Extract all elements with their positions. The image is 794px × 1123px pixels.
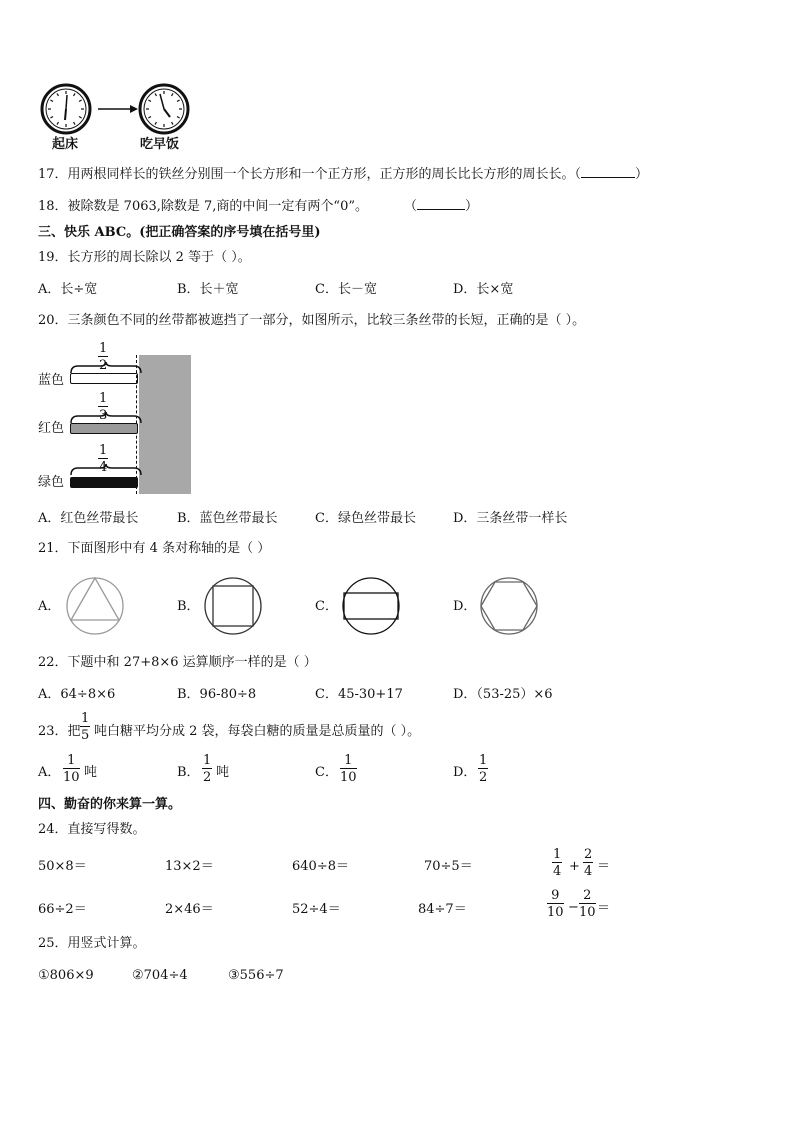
question-20-text: 20．三条颜色不同的丝带都被遮挡了一部分，如图所示，比较三条丝带的长短，正确的是（ ）。: [38, 313, 586, 328]
calc-item: 2×46＝: [165, 902, 214, 917]
option-a-fraction: 1 10: [63, 753, 80, 785]
option-a[interactable]: A．: [38, 765, 61, 780]
circle-hexagon-icon: [478, 576, 542, 638]
option-b[interactable]: B．蓝色丝带最长: [177, 511, 278, 526]
answer-blank[interactable]: [417, 208, 465, 210]
calc-item: 66÷2＝: [38, 902, 87, 917]
option-a[interactable]: A．64÷8×6: [38, 687, 116, 702]
option-d[interactable]: D．: [453, 765, 477, 780]
calc-item: ③556÷7: [228, 968, 284, 983]
option-b[interactable]: B．: [177, 765, 200, 780]
option-a[interactable]: A．红色丝带最长: [38, 511, 139, 526]
ribbon-red-label: 红色: [38, 421, 65, 436]
fraction-b: 2 10: [579, 888, 596, 920]
option-c-fraction: 1 10: [340, 753, 357, 785]
cover-block: [139, 355, 191, 494]
question-18-text: 18．被除数是 7063,除数是 7,商的中间一定有两个“0”。: [38, 199, 368, 214]
circle-square-icon: [202, 576, 266, 638]
question-21-text: 21．下面图形中有 4 条对称轴的是（ ）: [38, 541, 271, 556]
option-b[interactable]: B．96-80÷8: [177, 687, 257, 702]
ribbon-green-label: 绿色: [38, 475, 65, 490]
option-d[interactable]: D．（53-25）×6: [453, 687, 553, 702]
calc-item: 70÷5＝: [424, 859, 473, 874]
calc-item: 84÷7＝: [418, 902, 467, 917]
fraction-a: 9 10: [547, 888, 564, 920]
ribbon-green: [70, 477, 138, 488]
ribbon-red-fraction: 1 3: [99, 391, 108, 423]
question-25-text: 25．用竖式计算。: [38, 936, 146, 951]
question-24-text: 24．直接写得数。: [38, 822, 146, 837]
question-18-answer: [404, 200, 478, 213]
question-19-text: 19．长方形的周长除以 2 等于（ ）。: [38, 250, 251, 265]
paren-close: ）: [465, 199, 479, 214]
arrow-right-icon: [98, 105, 138, 113]
option-d[interactable]: D．: [453, 599, 477, 614]
question-23-fraction: 1 5: [81, 711, 90, 743]
paren-open: （: [404, 199, 418, 214]
clock-label-breakfast: 吃早饭: [140, 137, 180, 152]
question-23-text: 吨白糖平均分成 2 袋，每袋白糖的质量是总质量的（ ）。: [94, 724, 421, 739]
circle-triangle-icon: [64, 576, 128, 638]
question-22-text: 22．下题中和 27+8×6 运算顺序一样的是（ ）: [38, 655, 317, 670]
question-23-pre: 23．把: [38, 724, 81, 739]
option-b-unit: 吨: [216, 765, 230, 780]
calc-item: 13×2＝: [165, 859, 214, 874]
calc-item: 640÷8＝: [292, 859, 349, 874]
clock-breakfast-icon: [140, 85, 188, 133]
option-c[interactable]: C．45-30+17: [315, 687, 403, 702]
ribbon-red: [70, 423, 138, 434]
option-d[interactable]: D．长×宽: [453, 282, 514, 297]
calc-item: ①806×9: [38, 968, 94, 983]
section-3-title: 三、快乐 ABC。(把正确答案的序号填在括号里): [38, 225, 321, 240]
ribbon-green-fraction: 1 4: [99, 443, 108, 475]
ribbon-blue-label: 蓝色: [38, 373, 65, 388]
option-c[interactable]: C．长－宽: [315, 282, 377, 297]
option-c[interactable]: C．绿色丝带最长: [315, 511, 416, 526]
ribbon-figure: [38, 340, 198, 500]
ribbon-blue-fraction: 1 2: [99, 341, 108, 373]
option-d[interactable]: D．三条丝带一样长: [453, 511, 568, 526]
option-c[interactable]: C．: [315, 599, 338, 614]
brace-icon: [70, 464, 142, 476]
option-a[interactable]: A．长÷宽: [38, 282, 98, 297]
section-4-title: 四、勤奋的你来算一算。: [38, 797, 182, 812]
option-a-unit: 吨: [84, 765, 98, 780]
question-18: [38, 200, 368, 213]
option-b-fraction: 1 2: [203, 753, 212, 785]
calc-item: 50×8＝: [38, 859, 87, 874]
fraction-b: 2 4: [584, 847, 593, 879]
clock-label-wakeup: 起床: [52, 137, 79, 152]
option-b[interactable]: B．: [177, 599, 200, 614]
calc-item: 52÷4＝: [292, 902, 341, 917]
question-17: [38, 168, 648, 181]
ribbon-blue: [70, 373, 138, 384]
calc-item: ②704÷4: [132, 968, 188, 983]
operator: +: [569, 859, 580, 874]
question-17-close: ）: [635, 167, 649, 182]
equals: ＝: [597, 901, 611, 916]
equals: ＝: [597, 859, 611, 874]
fraction-a: 1 4: [553, 847, 562, 879]
circle-rectangle-icon: [340, 576, 404, 638]
option-b[interactable]: B．长＋宽: [177, 282, 239, 297]
option-c[interactable]: C．: [315, 765, 338, 780]
option-d-fraction: 1 2: [479, 753, 488, 785]
option-a[interactable]: A．: [38, 599, 61, 614]
operator: −: [568, 900, 579, 915]
question-17-text: 17．用两根同样长的铁丝分别围一个长方形和一个正方形，正方形的周长比长方形的周长长。（: [38, 167, 582, 182]
answer-blank[interactable]: [581, 176, 635, 178]
clock-wakeup-icon: [42, 85, 90, 133]
